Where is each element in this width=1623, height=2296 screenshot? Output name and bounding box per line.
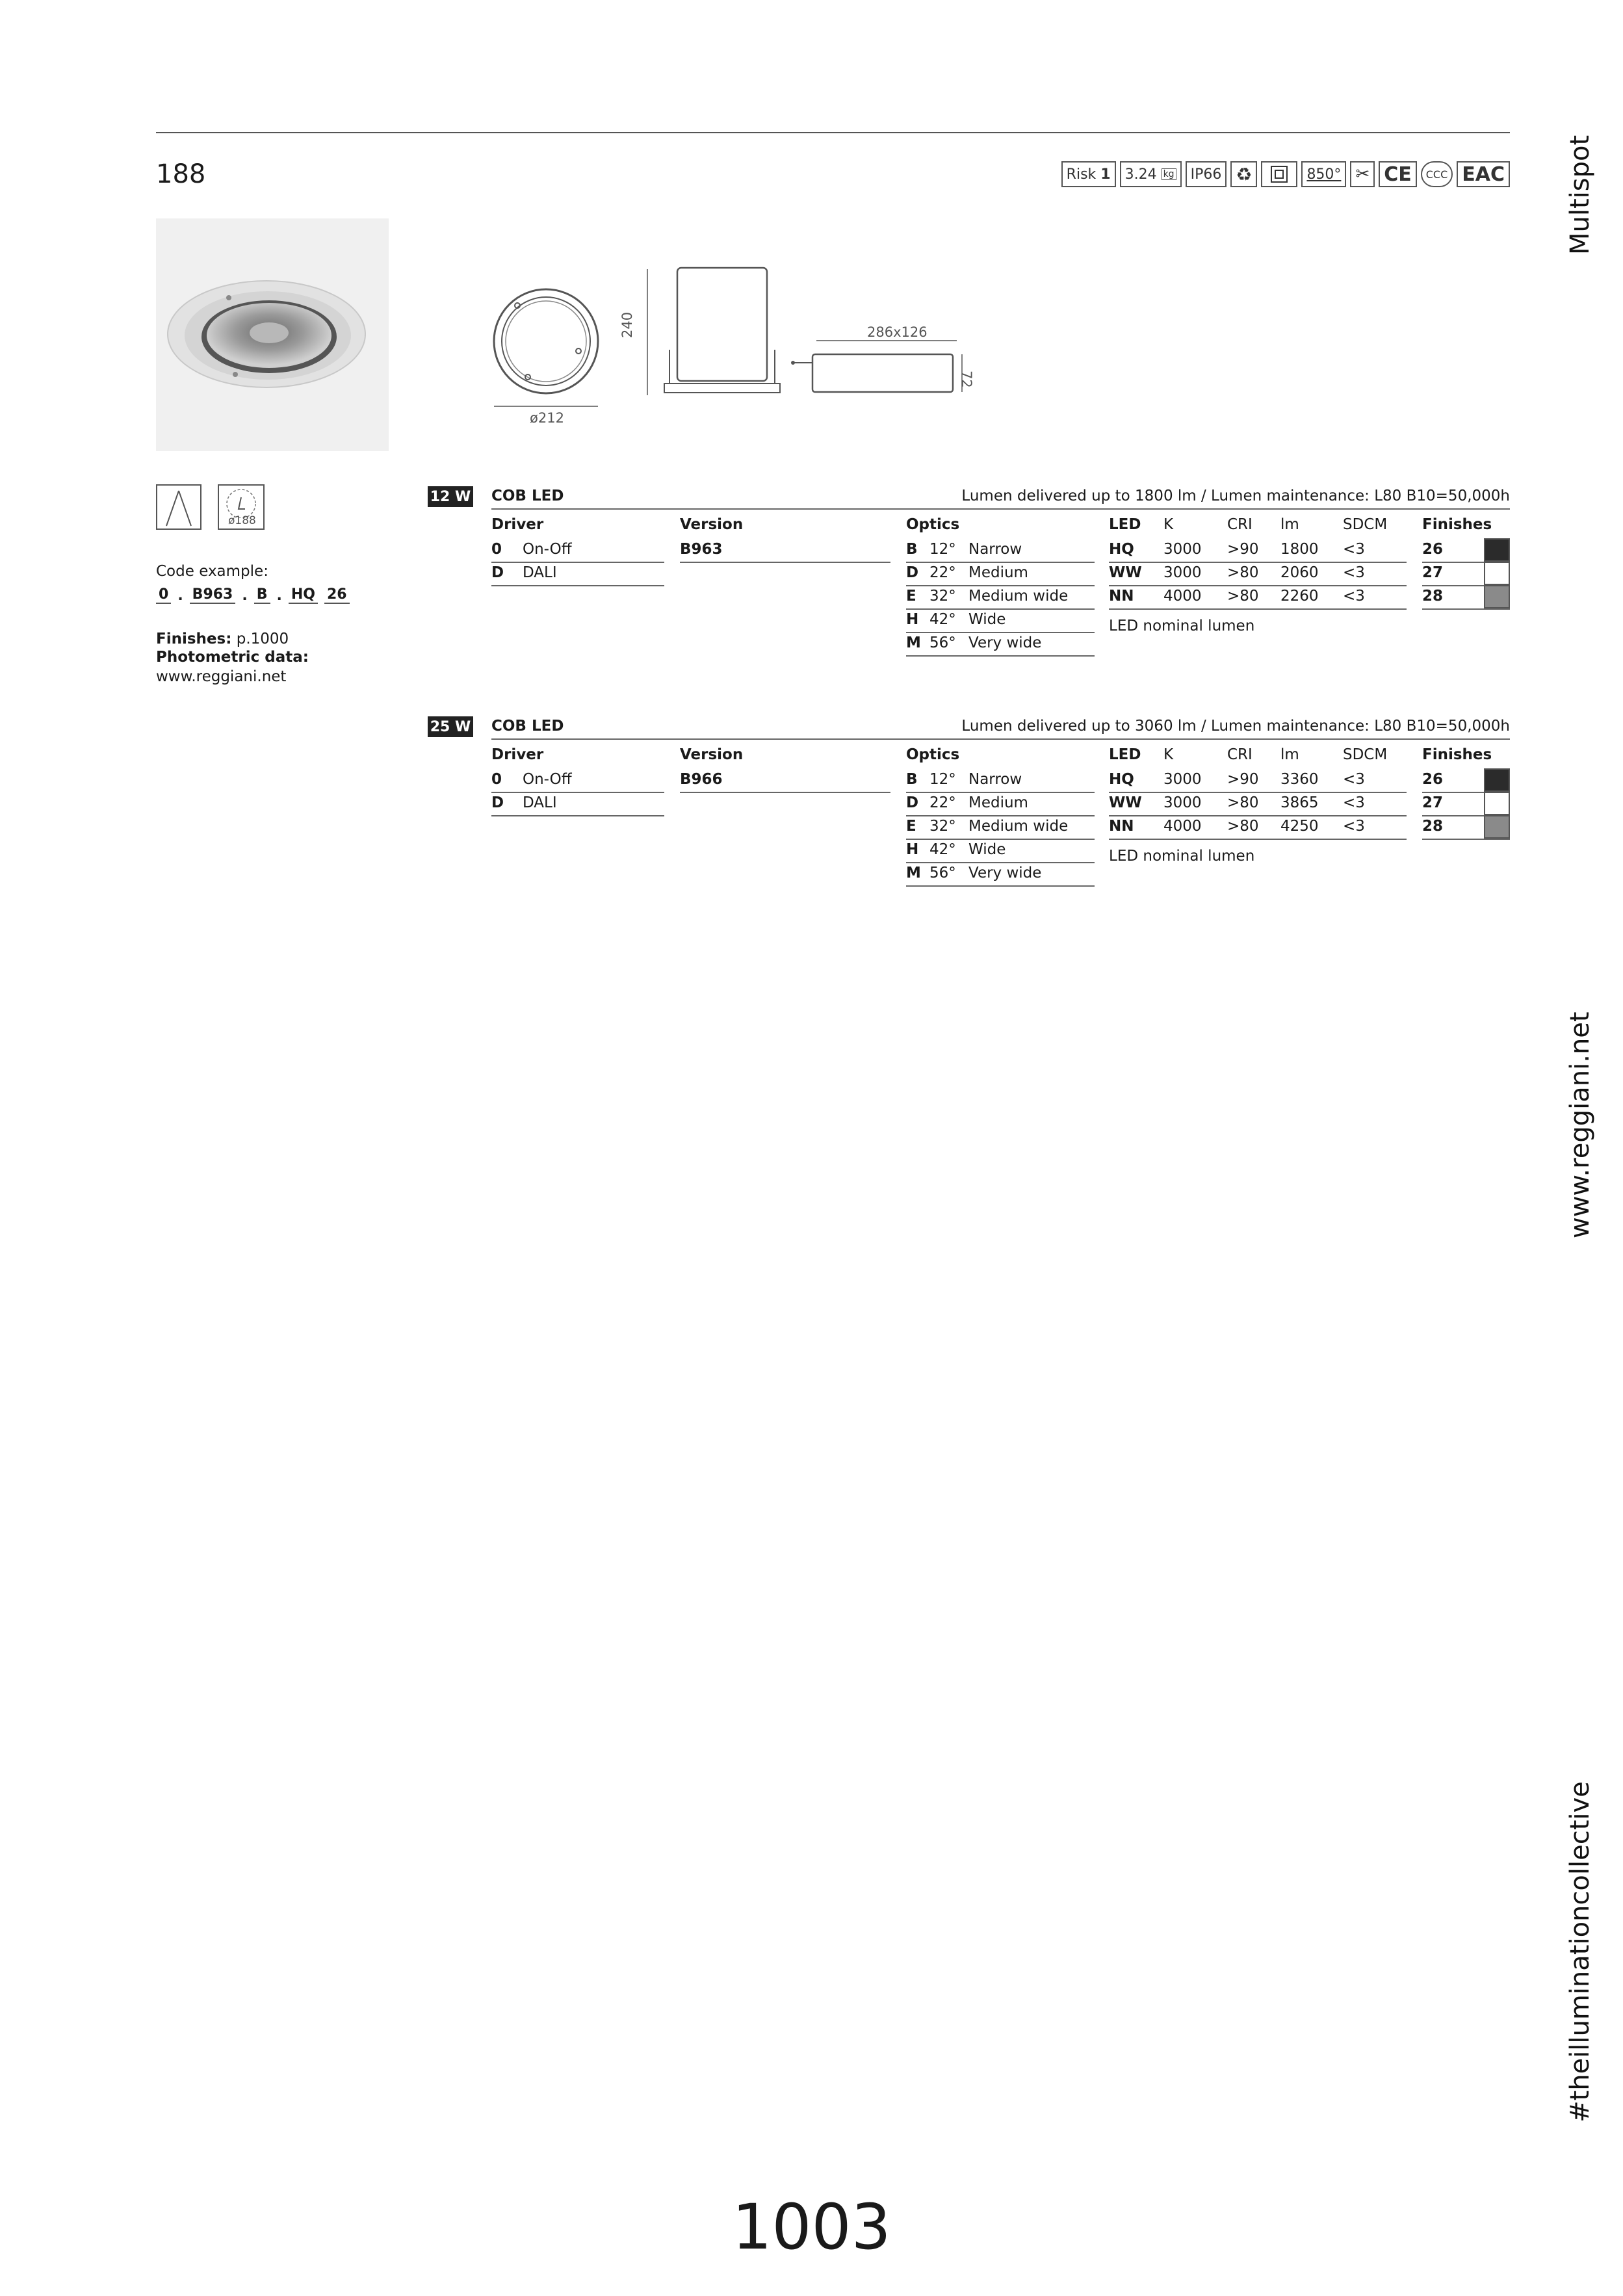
row-rule	[680, 562, 890, 563]
version-code	[680, 771, 723, 788]
header-version: Version	[680, 516, 744, 533]
row-rule	[906, 562, 1095, 563]
optics-label: Wide	[968, 611, 1006, 628]
led-k: 3000	[1163, 771, 1202, 788]
code-example-label: Code example:	[156, 563, 268, 580]
weight-value: 3.24	[1124, 166, 1157, 183]
beam-icon	[156, 484, 201, 530]
row-rule	[491, 585, 664, 586]
certification-row	[1061, 161, 1510, 187]
risk-badge	[1061, 161, 1116, 187]
driver-code: 0	[491, 771, 502, 788]
side-label-hashtag: #theilluminationcollective	[1565, 1781, 1595, 2122]
driver-label: On-Off	[523, 771, 572, 788]
class-ii-icon	[1261, 161, 1297, 187]
header-led: LED	[1109, 746, 1141, 763]
lumen-info: Lumen delivered up to 1800 lm / Lumen maintenance: L80 B10=50,000h	[961, 488, 1510, 504]
dimension-height: 240	[619, 311, 635, 338]
weight-badge	[1120, 161, 1182, 187]
product-code: 188	[156, 159, 206, 189]
optics-angle: 32°	[929, 818, 956, 835]
cutout-label: ø188	[228, 514, 256, 527]
version-code	[680, 541, 723, 558]
finish-swatch-black	[1484, 538, 1510, 562]
header-k: K	[1163, 746, 1174, 763]
led-sdcm: <3	[1343, 588, 1365, 605]
row-rule	[491, 792, 664, 793]
code-part-finish: 26	[324, 586, 350, 604]
optics-label: Medium	[968, 564, 1028, 581]
header-finishes: Finishes	[1422, 516, 1492, 533]
optics-label: Medium wide	[968, 818, 1069, 835]
led-code: NN	[1109, 588, 1134, 605]
ip-badge: IP66	[1186, 161, 1227, 187]
optics-code: D	[906, 794, 919, 811]
top-rule	[156, 132, 1510, 133]
optics-code: B	[906, 541, 918, 558]
optics-angle: 42°	[929, 611, 956, 628]
cutout-icon	[218, 484, 265, 530]
wattage-badge: 12 W	[428, 486, 473, 507]
version-value: B963	[680, 541, 723, 558]
row-rule	[1109, 608, 1407, 610]
row-rule	[1109, 815, 1407, 816]
row-rule	[906, 608, 1095, 610]
header-version: Version	[680, 746, 744, 763]
driver-row	[491, 541, 502, 558]
side-label-category: Multispot	[1565, 135, 1595, 255]
led-cri: >80	[1227, 588, 1259, 605]
led-note: LED nominal lumen	[1109, 618, 1255, 634]
row-rule	[1109, 792, 1407, 793]
dimension-box-size: 286x126	[867, 324, 928, 340]
code-part-optics: B	[254, 586, 270, 604]
code-example: 0 . B963 . B . HQ 26	[156, 586, 350, 604]
section-rule	[491, 738, 1510, 740]
optics-code: D	[906, 564, 919, 581]
finish-code: 28	[1422, 588, 1444, 605]
header-optics: Optics	[906, 516, 960, 533]
optics-angle: 56°	[929, 865, 956, 881]
header-driver: Driver	[491, 516, 544, 533]
optics-code: M	[906, 634, 921, 651]
optics-code: E	[906, 818, 916, 835]
header-cri: CRI	[1227, 516, 1253, 533]
optics-code: M	[906, 865, 921, 881]
driver-row	[491, 771, 502, 788]
led-cri: >90	[1227, 771, 1259, 788]
photometric-label: Photometric data:	[156, 649, 309, 666]
header-optics: Optics	[906, 746, 960, 763]
row-rule	[906, 862, 1095, 863]
optics-angle: 12°	[929, 771, 956, 788]
optics-code: E	[906, 588, 916, 605]
header-cri: CRI	[1227, 746, 1253, 763]
driver-code: 0	[491, 541, 502, 558]
finish-swatch-black	[1484, 768, 1510, 792]
optics-label: Medium wide	[968, 588, 1069, 605]
code-part-driver: 0	[156, 586, 171, 604]
driver-row	[491, 564, 504, 581]
finish-code: 28	[1422, 818, 1444, 835]
dimension-box-height: 72	[959, 371, 974, 388]
led-cri: >80	[1227, 564, 1259, 581]
risk-level: 1	[1100, 166, 1111, 183]
optics-label: Narrow	[968, 771, 1022, 788]
optics-label: Medium	[968, 794, 1028, 811]
led-sdcm: <3	[1343, 818, 1365, 835]
optics-code: H	[906, 611, 919, 628]
header-driver: Driver	[491, 746, 544, 763]
finishes-ref	[156, 629, 289, 649]
led-k: 3000	[1163, 541, 1202, 558]
optics-angle: 42°	[929, 841, 956, 858]
led-k: 4000	[1163, 588, 1202, 605]
led-code: WW	[1109, 564, 1142, 581]
row-rule	[906, 585, 1095, 586]
dimension-diameter: ø212	[530, 410, 564, 426]
row-rule	[906, 815, 1095, 816]
website-link[interactable]: www.reggiani.net	[156, 668, 287, 685]
driver-row	[491, 794, 504, 811]
led-lm: 3360	[1280, 771, 1319, 788]
led-lm: 2060	[1280, 564, 1319, 581]
optics-angle: 56°	[929, 634, 956, 651]
header-finishes: Finishes	[1422, 746, 1492, 763]
led-lm: 3865	[1280, 794, 1319, 811]
code-part-led: HQ	[289, 586, 318, 604]
finish-code: 27	[1422, 794, 1444, 811]
finish-swatch-grey	[1484, 585, 1510, 608]
driver-code: D	[491, 564, 504, 581]
driver-label: DALI	[523, 794, 557, 811]
led-code: NN	[1109, 818, 1134, 835]
led-lm: 1800	[1280, 541, 1319, 558]
led-code: HQ	[1109, 541, 1134, 558]
header-sdcm: SDCM	[1343, 746, 1388, 763]
led-sdcm: <3	[1343, 564, 1365, 581]
risk-label: Risk	[1066, 166, 1097, 183]
led-note: LED nominal lumen	[1109, 848, 1255, 865]
side-label-website: www.reggiani.net	[1565, 1011, 1595, 1238]
driver-label: On-Off	[523, 541, 572, 558]
finishes-label: Finishes:	[156, 631, 232, 647]
row-rule	[906, 655, 1095, 657]
version-value: B966	[680, 771, 723, 788]
optics-angle: 32°	[929, 588, 956, 605]
row-rule	[906, 632, 1095, 633]
optics-label: Wide	[968, 841, 1006, 858]
header-k: K	[1163, 516, 1174, 533]
weight-icon: kg	[1162, 168, 1176, 180]
product-photo	[156, 218, 389, 451]
row-rule	[1422, 608, 1510, 610]
downlight-photo-icon	[156, 218, 389, 451]
ce-mark: CE	[1379, 161, 1417, 187]
optics-label: Narrow	[968, 541, 1022, 558]
wattage-badge: 25 W	[428, 716, 473, 737]
row-rule	[1109, 839, 1407, 840]
led-k: 3000	[1163, 794, 1202, 811]
optics-code: H	[906, 841, 919, 858]
row-rule	[1422, 839, 1510, 840]
led-sdcm: <3	[1343, 541, 1365, 558]
led-code: WW	[1109, 794, 1142, 811]
page-number: 1003	[732, 2191, 891, 2263]
driver-label: DALI	[523, 564, 557, 581]
optics-angle: 12°	[929, 541, 956, 558]
row-rule	[491, 815, 664, 816]
led-code: HQ	[1109, 771, 1134, 788]
led-cri: >80	[1227, 818, 1259, 835]
code-part-version: B963	[190, 586, 236, 604]
led-cri: >80	[1227, 794, 1259, 811]
led-lm: 4250	[1280, 818, 1319, 835]
header-lm: lm	[1280, 746, 1299, 763]
recycle-icon: ♻	[1230, 161, 1257, 187]
led-sdcm: <3	[1343, 794, 1365, 811]
lumen-info: Lumen delivered up to 3060 lm / Lumen maintenance: L80 B10=50,000h	[961, 718, 1510, 735]
row-rule	[491, 562, 664, 563]
header-led: LED	[1109, 516, 1141, 533]
finishes-page: p.1000	[236, 631, 289, 647]
no-cover-icon: ✂	[1350, 161, 1375, 187]
glow-wire-badge: 850°	[1301, 161, 1346, 187]
optics-code: B	[906, 771, 918, 788]
row-rule	[680, 792, 890, 793]
row-rule	[906, 792, 1095, 793]
led-cri: >90	[1227, 541, 1259, 558]
row-rule	[1109, 585, 1407, 586]
finish-swatch-grey	[1484, 815, 1510, 839]
row-rule	[1109, 562, 1407, 563]
finish-swatch-white	[1484, 562, 1510, 585]
header-sdcm: SDCM	[1343, 516, 1388, 533]
finish-swatch-white	[1484, 792, 1510, 815]
optics-label: Very wide	[968, 865, 1042, 881]
row-rule	[906, 885, 1095, 887]
optics-angle: 22°	[929, 794, 956, 811]
finish-code: 27	[1422, 564, 1444, 581]
section-title: COB LED	[491, 718, 564, 735]
section-title: COB LED	[491, 488, 564, 504]
led-k: 4000	[1163, 818, 1202, 835]
optics-angle: 22°	[929, 564, 956, 581]
eac-mark: EAC	[1457, 161, 1510, 187]
optics-label: Very wide	[968, 634, 1042, 651]
ccc-mark: CCC	[1421, 161, 1453, 187]
finish-code: 26	[1422, 541, 1444, 558]
row-rule	[906, 839, 1095, 840]
led-lm: 2260	[1280, 588, 1319, 605]
led-k: 3000	[1163, 564, 1202, 581]
led-sdcm: <3	[1343, 771, 1365, 788]
finish-code: 26	[1422, 771, 1444, 788]
section-rule	[491, 508, 1510, 510]
header-lm: lm	[1280, 516, 1299, 533]
driver-code: D	[491, 794, 504, 811]
